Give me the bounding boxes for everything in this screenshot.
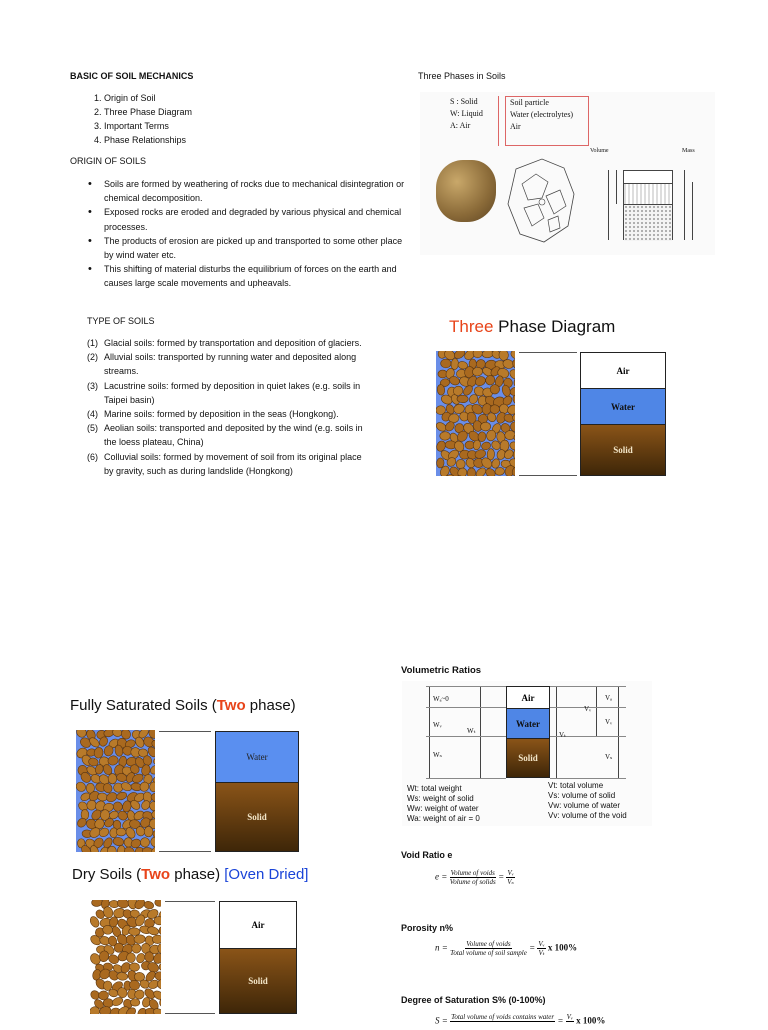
mass-label: Mass (682, 148, 695, 154)
phase-water: Water (581, 388, 665, 425)
weight-legend: Wt: total weight Ws: weight of solid Ww: weight of water Wa: weight of air = 0 (407, 784, 480, 824)
list-item: • The products of erosion are picked up and transported to some other place by wind water etc. (104, 234, 410, 262)
dry-grain-image (90, 900, 161, 1014)
three-phase-grain-image (436, 351, 515, 476)
label-ww: Wᵥ (433, 721, 442, 729)
list-item: (2) Alluvial soils: transported by running water and deposited along streams. (87, 350, 372, 378)
void-ratio-heading: Void Ratio e (401, 848, 452, 862)
types-list (87, 336, 372, 478)
volume-legend: Vt: total volume Vs: volume of solid Vw: volume of water Vv: volume of the void (548, 781, 627, 821)
origin-heading: ORIGIN OF SOILS (70, 154, 146, 168)
label-wa: Wₐ~0 (433, 695, 449, 703)
soil-rock-photo (436, 160, 496, 222)
toc-item: 2. Three Phase Diagram (104, 105, 404, 119)
phase-solid: Solid (216, 783, 298, 851)
volumetric-heading: Volumetric Ratios (401, 664, 481, 678)
phase-air: Air (581, 353, 665, 388)
volumetric-column (506, 686, 550, 778)
grain-svg (76, 730, 155, 852)
grain-svg (436, 351, 515, 476)
list-item: (3) Lacustrine soils: formed by deposition in quiet lakes (e.g. soils in Taipei basin) (87, 379, 372, 407)
phase-solid: Solid (507, 739, 549, 777)
phase-solid: Solid (220, 949, 296, 1013)
volumetric-figure (402, 681, 652, 826)
list-item: • Exposed rocks are eroded and degraded by various physical and chemical processes. (104, 205, 410, 233)
list-item: (1) Glacial soils: formed by transportation and deposition of glaciers. (87, 336, 372, 350)
soil-particle-sketch (502, 154, 582, 249)
saturated-title: Fully Saturated Soils (Two phase) (70, 697, 296, 714)
label-va: Vₐ (605, 694, 612, 702)
label-vw: Vᵥ (605, 718, 612, 726)
volume-label: Volume (590, 148, 609, 154)
page-heading: BASIC OF SOIL MECHANICS (70, 69, 193, 83)
toc-item: 1. Origin of Soil (104, 91, 404, 105)
legend-left: S : Solid W: Liquid A: Air (450, 96, 499, 146)
void-ratio-formula: e = $\frac{\text{Volume of voids}}{\text{Volume of solids}}$ = $\frac{\text{Vᵥ}}{\text{Vₛ}}$ (435, 869, 515, 886)
origin-bullets (70, 177, 410, 291)
saturated-grain-image (76, 730, 155, 852)
dry-title: Dry Soils (Two phase) [Oven Dried] (72, 866, 308, 883)
toc-item: 4. Phase Relationships (104, 133, 404, 147)
phase-column (623, 170, 673, 240)
three-phase-column (580, 352, 666, 476)
phase-solid: Solid (581, 425, 665, 475)
list-item: (5) Aeolian soils: transported and deposited by the wind (e.g. soils in the loess plateau, China) (87, 421, 372, 449)
saturation-heading: Degree of Saturation S% (0-100%) (401, 993, 546, 1007)
label-wt: Wₜ (467, 727, 475, 735)
phase-water: Water (507, 709, 549, 739)
phase-water: Water (216, 732, 298, 783)
list-item: (6) Colluvial soils: formed by movement of soil from its original place by gravity, such as during landslide (Hongkong) (87, 450, 372, 478)
three-phase-diagram-title: Three Phase Diagram (449, 317, 615, 337)
porosity-formula: n = $\frac{\text{Volume of voids}}{\text{Total volume of soil sample}}$ = $\frac{\text{Vᵥ}}{\text{Vₜ}}$ x 100% (435, 940, 577, 957)
toc-list (70, 91, 404, 147)
label-vt: Vₜ (559, 731, 566, 739)
label-vv: Vᵥ (584, 705, 591, 713)
list-item: • This shifting of material disturbs the equilibrium of forces on the earth and causes large scale movements and upheavals. (104, 262, 410, 290)
toc-item: 3. Important Terms (104, 119, 404, 133)
saturation-formula: S = Total volume of voids contains water = Vᵥ x 100% (435, 1013, 605, 1030)
types-heading: TYPE OF SOILS (87, 314, 155, 328)
label-ws: Wₛ (433, 751, 442, 759)
label-vs: Vₛ (605, 753, 612, 761)
saturated-column (215, 731, 299, 852)
phase-air: Air (220, 902, 296, 949)
list-item: (4) Marine soils: formed by deposition in the seas (Hongkong). (87, 407, 372, 421)
list-item: • Soils are formed by weathering of rocks due to mechanical disintegration or chemical decomposition. (104, 177, 410, 205)
three-phases-caption: Three Phases in Soils (418, 69, 506, 83)
dry-column (219, 901, 297, 1014)
legend-right: Soil particle Water (electrolytes) Air (505, 96, 589, 146)
three-phases-figure (420, 92, 715, 255)
porosity-heading: Porosity n% (401, 921, 453, 935)
phase-air: Air (507, 687, 549, 709)
grain-svg (90, 900, 161, 1014)
